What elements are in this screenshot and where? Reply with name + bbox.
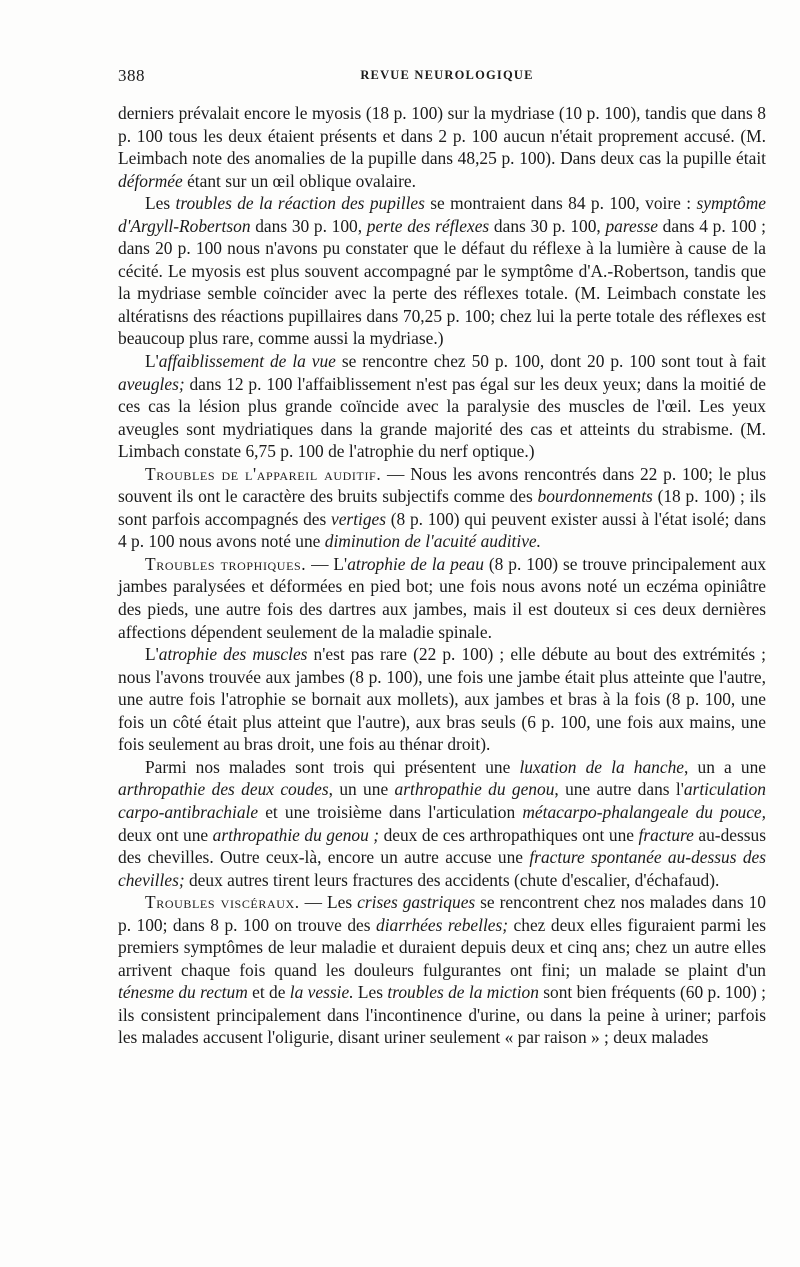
paragraph bbox=[118, 891, 766, 1049]
italic-phrase: bourdonnements bbox=[537, 486, 653, 507]
italic-phrase: articulation carpo-antibrachiale bbox=[118, 779, 766, 822]
text-run: dans 12 p. 100 l'affaiblissement n'est pas égal sur les deux yeux; dans la moitié de ces cas la lésion plus grande coïncide avec la paralysie des muscles de l'œil. Les yeux aveugles sont mydriatiques dans la grande majorité des cas et atteints du strabisme. (M. Limbach constate 6,75 p. 100 de l'atrophie du nerf optique.) bbox=[118, 373, 766, 462]
text-run: étant sur un œil oblique ovalaire. bbox=[182, 170, 416, 191]
italic-phrase: perte des réflexes bbox=[366, 215, 490, 236]
paragraph bbox=[118, 553, 766, 643]
text-run: — Nous les avons rencontrés dans 22 p. 100; le plus souvent ils ont le caractère des bruits subjectifs comme des bbox=[118, 463, 766, 507]
paragraph bbox=[118, 102, 766, 192]
text-run: L' bbox=[145, 351, 159, 372]
italic-phrase: luxation de la hanche bbox=[519, 756, 685, 777]
italic-phrase: métacarpo-phalangeale du pouce, bbox=[522, 801, 767, 822]
text-run: Les bbox=[145, 193, 176, 214]
italic-phrase: paresse bbox=[605, 215, 658, 236]
italic-phrase: crises gastriques bbox=[357, 892, 476, 913]
text-run: Parmi nos malades sont trois qui présentent une bbox=[145, 756, 520, 777]
paragraph bbox=[118, 350, 766, 463]
paragraph bbox=[118, 643, 766, 756]
italic-phrase: ténesme du rectum bbox=[118, 982, 248, 1003]
running-head: REVUE NEUROLOGIQUE bbox=[360, 68, 534, 82]
text-run: se rencontre chez 50 p. 100, dont 20 p. 100 sont tout à fait bbox=[335, 351, 766, 372]
italic-phrase: aveugles; bbox=[118, 373, 185, 394]
text-run: et une troisième dans l'articulation bbox=[258, 801, 523, 822]
italic-phrase: atrophie de la peau bbox=[347, 553, 484, 574]
italic-phrase: troubles de la miction bbox=[387, 982, 539, 1003]
text-run: , un une bbox=[328, 779, 395, 800]
italic-phrase: déformée bbox=[118, 170, 183, 191]
text-run: , une autre dans l' bbox=[554, 779, 684, 800]
section-heading: Troubles de l'appareil auditif. bbox=[145, 463, 382, 484]
body-text bbox=[118, 102, 766, 1049]
text-run: deux de ces arthropathiques ont une bbox=[379, 824, 639, 845]
text-run: dans 30 p. 100, bbox=[489, 215, 606, 236]
italic-phrase: diminution de l'acuité auditive. bbox=[324, 531, 541, 552]
italic-phrase: la vessie. bbox=[289, 982, 354, 1003]
italic-phrase: arthropathie du genou bbox=[394, 779, 555, 800]
text-run: au-dessus des chevilles. Outre ceux-là, encore un autre accuse une bbox=[118, 824, 766, 868]
paragraph bbox=[118, 463, 766, 553]
text-run: se rencontrent chez nos malades dans 10 p. 100; dans 8 p. 100 on trouve des bbox=[118, 892, 766, 935]
text-run: L' bbox=[145, 644, 159, 665]
italic-phrase: arthropathie du genou ; bbox=[212, 824, 380, 845]
italic-phrase: fracture spontanée au-dessus des chevilles; bbox=[118, 847, 766, 890]
text-run: Les bbox=[353, 982, 388, 1003]
page-number: 388 bbox=[118, 66, 145, 85]
paragraph bbox=[118, 756, 766, 891]
text-run: (8 p. 100) qui peuvent exister aussi à l'état isolé; dans 4 p. 100 nous avons noté une bbox=[118, 508, 767, 552]
section-heading: Troubles trophiques. bbox=[145, 553, 307, 574]
text-run: chez deux elles figuraient parmi les premiers symptômes de leur maladie et duraient depuis deux et cinq ans; chez un autre elles arrivent chaque fois quand les douleurs fulgurantes ont fini; un malade se plaint d'un bbox=[118, 914, 766, 980]
italic-phrase: fracture bbox=[638, 824, 694, 845]
paragraph bbox=[118, 192, 766, 350]
section-heading: Troubles viscéraux. bbox=[145, 892, 300, 913]
italic-phrase: diarrhées rebelles; bbox=[376, 914, 509, 935]
text-run: n'est pas rare (22 p. 100) ; elle débute au bout des extrémités ; nous l'avons trouvée aux jambes (8 p. 100), une fois une jambe était plus atteinte que l'autre, une autre fois l'atrophie se bornait aux mollets), aux jambes et bras à la fois (8 p. 100, une fois un côté était plus atteint que l'autre), aux bras seuls (6 p. 100, une fois aux mains, une fois seulement au bras droit, une fois au thénar droit). bbox=[118, 644, 766, 755]
italic-phrase: troubles de la réaction des pupilles bbox=[175, 193, 425, 214]
text-run: — Les bbox=[299, 892, 358, 913]
italic-phrase: vertiges bbox=[330, 508, 387, 529]
text-run: sont bien fréquents (60 p. 100) ; ils consistent principalement dans l'incontinence d'urine, ou dans la peine à uriner; parfois les malades accusent l'oligurie, disant uriner seulement « par raison » ; deux malades bbox=[118, 982, 766, 1048]
text-run: dans 4 p. 100 ; dans 20 p. 100 nous n'avons pu constater que le défaut du réflexe à la lumière à cause de la cécité. Le myosis est plus souvent accompagné par le symptôme d'A.-Robertson, tandis que la mydriase semble coïncider avec la perte des réflexes totale. (M. Leimbach constate les altératisns des réactions pupillaires dans 70,25 p. 100; chez lui la perte totale des réflexes est beaucoup plus rare, comme aussi la mydriase.) bbox=[118, 215, 767, 349]
text-run: derniers prévalait encore le myosis (18 p. 100) sur la mydriase (10 p. 100), tandis que dans 8 p. 100 tous les deux étaient présents et dans 2 p. 100 aucun n'était proprement accusé. (M. Leimbach note des anomalies de la pupille dans 48,25 p. 100). Dans deux cas la pupille était bbox=[118, 103, 766, 169]
italic-phrase: symptôme d'Argyll-Robertson bbox=[118, 193, 766, 236]
text-run: se montraient dans 84 p. 100, voire : bbox=[424, 193, 697, 214]
text-run: deux autres tirent leurs fractures des accidents (chute d'escalier, d'échafaud). bbox=[184, 869, 720, 890]
italic-phrase: affaiblissement de la vue bbox=[158, 351, 336, 372]
text-run: , un a une bbox=[684, 756, 766, 777]
italic-phrase: atrophie des muscles bbox=[158, 644, 308, 665]
italic-phrase: arthropathie des deux coudes bbox=[118, 779, 329, 800]
text-run: deux ont une bbox=[118, 824, 213, 845]
text-run: (18 p. 100) ; ils sont parfois accompagnés des bbox=[118, 486, 766, 529]
text-run: — L' bbox=[306, 553, 348, 574]
text-run: (8 p. 100) se trouve principalement aux jambes paralysées et déformées en pied bot; une fois nous avons noté un eczéma opiniâtre des pieds, une autre fois des dartres aux jambes, mais il est douteux si ces deux dernières affections dépendent seulement de la maladie spinale. bbox=[118, 553, 767, 642]
page-header bbox=[118, 64, 766, 90]
text-run: et de bbox=[247, 982, 290, 1003]
text-run: dans 30 p. 100, bbox=[250, 215, 367, 236]
